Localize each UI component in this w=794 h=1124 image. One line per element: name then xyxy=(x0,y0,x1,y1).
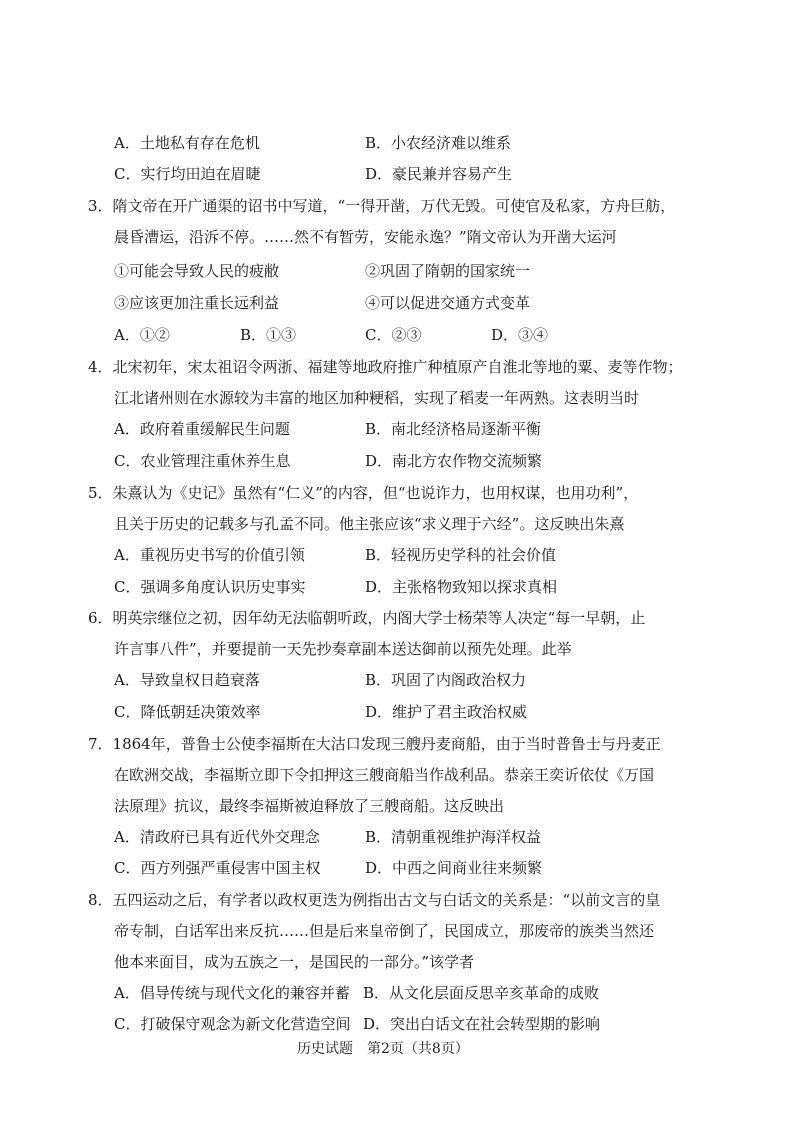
q4-option-c: C．农业管理注重休养生息 xyxy=(114,452,291,470)
q3-item-4: ④可以促进交通方式变革 xyxy=(365,294,531,312)
q4-option-a: A．政府着重缓解民生问题 xyxy=(114,420,290,438)
q7-stem-line-2: 在欧洲交战，李福斯立即下令扣押这三艘商船当作战利品。恭亲王奕䜣依仗《万国 xyxy=(114,766,655,784)
q6-stem-line-1: 6．明英宗继位之初，因年幼无法临朝听政，内阁大学士杨荣等人决定“每一早朝，止 xyxy=(88,609,646,627)
q5-option-b: B．轻视历史学科的社会价值 xyxy=(365,546,557,564)
q8-option-c: C．打破保守观念为新文化营造空间 xyxy=(114,1015,351,1033)
q3-item-1: ①可能会导致人民的疲敝 xyxy=(114,262,280,280)
q4-option-b: B．南北经济格局逐渐平衡 xyxy=(365,420,542,438)
q6-option-b: B．巩固了内阁政治权力 xyxy=(365,671,527,689)
q6-stem-line-2: 许言事八件”，并要提前一天先抄奏章副本送达御前以预先处理。此举 xyxy=(114,640,572,658)
q3-option-b: B．①③ xyxy=(240,326,297,344)
q4-stem-line-1: 4．北宋初年，宋太祖诏令两浙、福建等地政府推广种植原产自淮北等地的粟、麦等作物； xyxy=(88,358,683,376)
q5-stem-line-1: 5．朱熹认为《史记》虽然有“仁义”的内容，但“也说诈力，也用权谋，也用功利”， xyxy=(88,484,639,502)
q5-option-c: C．强调多角度认识历史事实 xyxy=(114,578,306,596)
page-footer: 历史试题 第2页（共8页） xyxy=(297,1041,469,1057)
q6-option-c: C．降低朝廷决策效率 xyxy=(114,703,261,721)
q3-item-3: ③应该更加注重长远利益 xyxy=(114,294,280,312)
q8-option-a: A．倡导传统与现代文化的兼容并蓄 xyxy=(114,984,350,1002)
q7-option-d: D．中西之间商业往来频繁 xyxy=(365,859,543,877)
q5-option-a: A．重视历史书写的价值引领 xyxy=(114,546,305,564)
q7-option-c: C．西方列强严重侵害中国主权 xyxy=(114,859,321,877)
q3-stem-line-2: 晨昏漕运，沿泝不停。……然不有暂劳，安能永逸？”隋文帝认为开凿大运河 xyxy=(114,228,617,246)
q3-stem-line-1: 3．隋文帝在开广通渠的诏书中写道，“一得开凿，万代无毁。可使官及私家，方舟巨舫， xyxy=(88,197,676,215)
q5-option-d: D．主张格物致知以探求真相 xyxy=(365,578,558,596)
q3-item-2: ②巩固了隋朝的国家统一 xyxy=(365,262,531,280)
q8-stem-line-3: 他本来面目，成为五族之一，是国民的一部分。”该学者 xyxy=(114,953,475,971)
q2-option-b: B．小农经济难以维系 xyxy=(365,134,512,152)
q5-stem-line-2: 且关于历史的记载多与孔孟不同。他主张应该“求义理于六经”。这反映出朱熹 xyxy=(114,515,625,533)
q2-option-d: D．豪民兼并容易产生 xyxy=(365,165,513,183)
q3-option-d: D．③④ xyxy=(491,326,549,344)
q7-stem-line-3: 法原理》抗议，最终李福斯被迫释放了三艘商船。这反映出 xyxy=(114,797,505,815)
q7-option-b: B．清朝重视维护海洋权益 xyxy=(365,828,542,846)
q7-option-a: A．清政府已具有近代外交理念 xyxy=(114,828,320,846)
q8-stem-line-2: 帝专制，白话军出来反抗……但是后来皇帝倒了，民国成立，那废帝的族类当然还 xyxy=(114,922,655,940)
q8-option-d: D．突出白话文在社会转型期的影响 xyxy=(363,1015,601,1033)
q4-stem-line-2: 江北诸州则在水源较为丰富的地区加种粳稻，实现了稻麦一年两熟。这表明当时 xyxy=(114,389,640,407)
q4-option-d: D．南北方农作物交流频繁 xyxy=(365,452,543,470)
q2-option-a: A．土地私有存在危机 xyxy=(114,134,260,152)
q6-option-a: A．导致皇权日趋衰落 xyxy=(114,671,260,689)
q2-option-c: C．实行均田迫在眉睫 xyxy=(114,165,261,183)
q7-stem-line-1: 7．1864年，普鲁士公使李福斯在大沽口发现三艘丹麦商船，由于当时普鲁士与丹麦正 xyxy=(88,735,661,753)
q6-option-d: D．维护了君主政治权威 xyxy=(365,703,528,721)
q3-option-a: A．①② xyxy=(114,326,170,344)
q8-option-b: B．从文化层面反思辛亥革命的成败 xyxy=(363,984,600,1002)
q3-option-c: C．②③ xyxy=(365,326,422,344)
q8-stem-line-1: 8．五四运动之后，有学者以政权更迭为例指出古文与白话文的关系是：“以前文言的皇 xyxy=(88,891,661,909)
